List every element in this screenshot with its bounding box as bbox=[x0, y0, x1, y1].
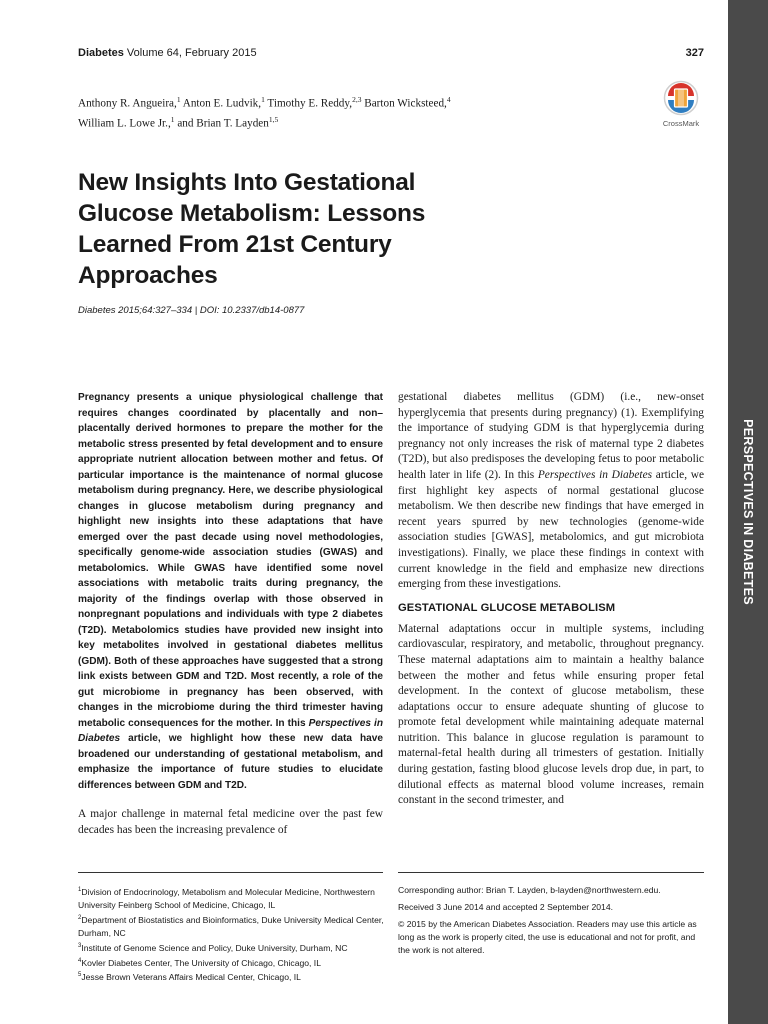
affiliation-note bbox=[78, 969, 386, 984]
affiliation-mark: 1,5 bbox=[268, 114, 279, 124]
citation-doi: Diabetes 2015;64:327–334 | DOI: 10.2337/db14-0877 bbox=[78, 305, 305, 316]
crossmark-label: CrossMark bbox=[662, 119, 700, 128]
crossmark-icon bbox=[663, 80, 699, 116]
title-line: Glucose Metabolism: Lessons bbox=[78, 200, 426, 227]
copyright-notice: © 2015 by the American Diabetes Association. Readers may use this article as long as the work is properly cited, the use is educational and not for profit, and the work is not altered. bbox=[398, 919, 697, 955]
abstract-text: Pregnancy presents a unique physiological challenge that requires changes coordinated by placentally and non–placentally derived hormones to prepare the mother for the metabolic stress presented by fetal development and to ensure appropriate nutrient allocation between mother and fetus. Of particular importance is the maintenance of normal glucose metabolism during pregnancy. Here, we describe physiological changes in glucose metabolism during pregnancy and highlight new insights into these adaptations that have emerged over the past decade using novel methodologies, specifically genome-wide association studies (GWAS) and metabolomics. While GWAS have identified some novel associations with metabolic traits during pregnancy, the majority of the findings overlap with those observed in nonpregnant populations and individuals with type 2 diabetes (T2D). Metabolomics studies have provided new insight into key metabolites involved in gestational diabetes mellitus (GDM). Both of these approaches have suggested that a strong link exists between GDM and T2D. Most recently, a role of the gut microbiome in pregnancy has been observed, with changes in the microbiome during the third trimester having metabolic consequences for the mother. In this bbox=[78, 392, 383, 729]
section-paragraph: Maternal adaptations occur in multiple systems, including cardiovascular, respiratory, and metabolic, throughout pregnancy. These maternal adaptations aim to maintain a healthy balance between the mother and fetus while ensuring proper fetal development. In the context of glucose metabolism, these adaptations occur to ensure adequate shunting of glucose to promote fetal development while maintaining adequate maternal nutrition. This balance in glucose regulation is paramount to maternal-fetal health during all trimesters of gestation. Initially during gestation, fasting blood glucose levels drop due, in part, to dilutional effects as maternal blood volume increases, remain constant in the second trimester, and bbox=[398, 622, 704, 807]
intro-text: article, we first highlight key aspects of normal gestational glucose metabolism. We then describe new findings that have emerged in recent years spurred by new technologies (genome-wide association studies [GWAS], metabolomics, and gut microbiota investigations). Finally, we place these findings in context with current knowledge in the field and emphasize new directions emerging from these investigations. bbox=[398, 468, 705, 591]
section-heading: GESTATIONAL GLUCOSE METABOLISM bbox=[398, 601, 616, 614]
footnote-rule-right bbox=[398, 872, 704, 873]
author: William L. Lowe Jr., bbox=[78, 117, 171, 130]
article-notes bbox=[398, 884, 704, 957]
intro-text-italic: Perspectives in Diabetes bbox=[537, 468, 653, 481]
title-line: Learned From 21st Century bbox=[78, 231, 392, 258]
left-column bbox=[78, 390, 383, 838]
article-title bbox=[78, 167, 518, 291]
corresponding-author: Corresponding author: Brian T. Layden, b-layden@northwestern.edu. bbox=[398, 885, 661, 895]
affiliation-text: Department of Biostatistics and Bioinformatics, Duke University Medical Center, Durham, NC bbox=[78, 914, 384, 938]
affiliation-text: Institute of Genome Science and Policy, Duke University, Durham, NC bbox=[81, 942, 348, 953]
author-list bbox=[78, 92, 498, 131]
affiliation-mark: 4 bbox=[446, 95, 451, 104]
footnote-rule-left bbox=[78, 872, 383, 873]
intro-text: gestational diabetes mellitus (GDM) (i.e., new-onset hyperglycemia that presents during pregnancy) (1). Exemplifying the importance of studying GDM is that hyperglycemia during pregnancy not only increases the risk of maternal type 2 diabetes (T2D), but also predisposes the developing fetus to poor metabolic health later in life (2). In this bbox=[398, 391, 704, 481]
affiliation-mark: 1 bbox=[176, 95, 181, 104]
title-line: Approaches bbox=[78, 262, 218, 289]
affiliation-mark: 1 bbox=[261, 95, 265, 104]
affiliation-note bbox=[78, 955, 386, 970]
affiliation-mark: 3 bbox=[78, 942, 82, 949]
affiliation-text: Kovler Diabetes Center, The University of Chicago, Chicago, IL bbox=[81, 957, 321, 968]
running-header bbox=[78, 47, 257, 59]
author: Barton Wicksteed, bbox=[361, 97, 447, 110]
affiliation-mark: 1 bbox=[170, 114, 175, 124]
page-number: 327 bbox=[685, 47, 704, 59]
author: Timothy E. Reddy, bbox=[264, 97, 353, 110]
author: and Brian T. Layden bbox=[174, 117, 269, 130]
sidebar-label: PERSPECTIVES IN DIABETES bbox=[741, 419, 755, 605]
abstract-text-italic: Perspectives in Diabetes bbox=[78, 717, 383, 744]
journal-name: Diabetes bbox=[78, 47, 124, 59]
affiliations bbox=[78, 884, 386, 984]
author: Anton E. Ludvik, bbox=[180, 97, 262, 110]
abstract-text: article, we highlight how these new data have broadened our understanding of gestational metabolism, and emphasize the importance of future studies to elucidate differences between GDM and T2D. bbox=[78, 733, 383, 791]
author: Anthony R. Angueira, bbox=[78, 97, 177, 110]
journal-issue: Volume 64, February 2015 bbox=[126, 47, 257, 59]
affiliation-text: Division of Endocrinology, Metabolism and Molecular Medicine, Northwestern University Feinberg School of Medicine, Chicago, IL bbox=[78, 886, 375, 910]
affiliation-note bbox=[78, 884, 386, 912]
abstract bbox=[78, 390, 383, 793]
affiliation-mark: 4 bbox=[78, 957, 82, 964]
affiliation-mark: 2 bbox=[78, 914, 82, 921]
received-date: Received 3 June 2014 and accepted 2 September 2014. bbox=[398, 902, 613, 912]
intro-paragraph-continued bbox=[398, 390, 704, 593]
affiliation-mark: 5 bbox=[78, 972, 82, 979]
affiliation-text: Jesse Brown Veterans Affairs Medical Center, Chicago, IL bbox=[81, 972, 301, 983]
affiliation-note bbox=[78, 912, 386, 940]
affiliation-note bbox=[78, 940, 386, 955]
right-column bbox=[398, 390, 704, 809]
crossmark-badge[interactable] bbox=[660, 80, 702, 128]
intro-paragraph-start: A major challenge in maternal fetal medicine over the past few decades has been the increasing prevalence of bbox=[78, 808, 383, 836]
affiliation-mark: 2,3 bbox=[352, 95, 362, 104]
affiliation-mark: 1 bbox=[78, 887, 82, 893]
title-line: New Insights Into Gestational bbox=[78, 169, 416, 196]
